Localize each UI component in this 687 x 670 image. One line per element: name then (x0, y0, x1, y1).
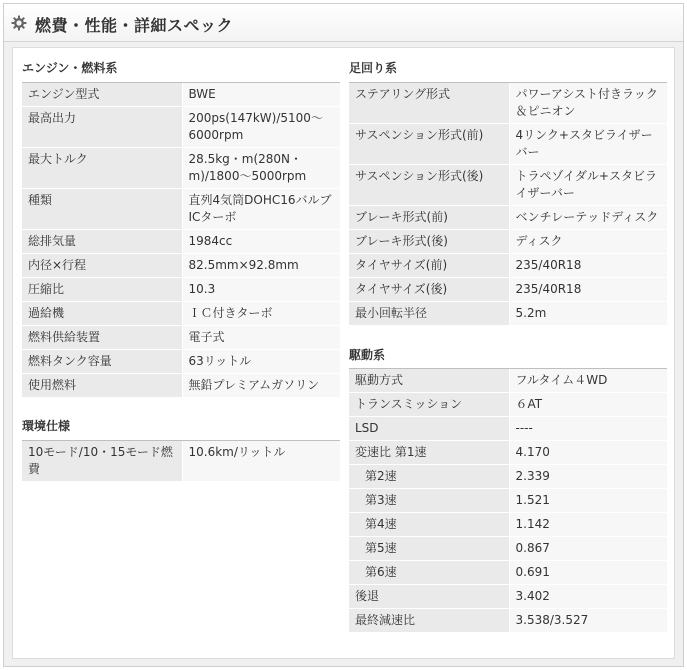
spec-value: ６AT (509, 393, 667, 417)
spec-row (349, 165, 667, 206)
spec-label: ステアリング形式 (349, 83, 509, 124)
spec-label: 第3速 (349, 489, 509, 513)
spec-value: 3.402 (509, 585, 667, 609)
spec-row (349, 83, 667, 124)
spec-frame (3, 3, 684, 667)
suspension-heading: 足回り系 (349, 61, 398, 75)
spec-value: フルタイム４WD (509, 369, 667, 393)
suspension-table (349, 83, 667, 326)
drivetrain-table (349, 369, 667, 633)
spec-value: 3.538/3.527 (509, 609, 667, 633)
spec-row (349, 561, 667, 585)
spec-row (22, 302, 340, 326)
spec-panel (12, 47, 675, 659)
spec-row (22, 148, 340, 189)
spec-value: 10.6km/リットル (182, 441, 340, 482)
spec-label: タイヤサイズ(前) (349, 254, 509, 278)
spec-label: 使用燃料 (22, 374, 182, 398)
spec-value: 10.3 (182, 278, 340, 302)
spec-row (22, 326, 340, 350)
spec-value: ディスク (509, 230, 667, 254)
spec-row (349, 465, 667, 489)
spec-label: 種類 (22, 189, 182, 230)
gear-icon (11, 15, 27, 31)
spec-label: 過給機 (22, 302, 182, 326)
spec-value: ベンチレーテッドディスク (509, 206, 667, 230)
spec-label: 変速比 第1速 (349, 441, 509, 465)
spec-label: 最小回転半径 (349, 302, 509, 326)
spec-row (22, 441, 340, 482)
spec-value: 0.691 (509, 561, 667, 585)
spec-row (349, 278, 667, 302)
spec-label: 第4速 (349, 513, 509, 537)
spec-label: サスペンション形式(前) (349, 124, 509, 165)
spec-value: BWE (182, 83, 340, 107)
spec-value: 200ps(147kW)/5100～6000rpm (182, 107, 340, 148)
spec-label: 第6速 (349, 561, 509, 585)
spec-row (22, 278, 340, 302)
spec-value: パワーアシスト付きラック＆ピニオン (509, 83, 667, 124)
spec-row (349, 124, 667, 165)
spec-label: LSD (349, 417, 509, 441)
spec-value: ---- (509, 417, 667, 441)
spec-row (22, 189, 340, 230)
spec-row (349, 441, 667, 465)
spec-row (349, 513, 667, 537)
spec-label: 第2速 (349, 465, 509, 489)
spec-row (349, 254, 667, 278)
spec-value: ＩＣ付きターボ (182, 302, 340, 326)
spec-label: 後退 (349, 585, 509, 609)
spec-row (22, 350, 340, 374)
spec-row (349, 369, 667, 393)
spec-label: 最大トルク (22, 148, 182, 189)
engine-heading: エンジン・燃料系 (22, 61, 118, 75)
spec-row (349, 393, 667, 417)
spec-label: 燃料供給装置 (22, 326, 182, 350)
spec-value: トラペゾイダル+スタビライザーバー (509, 165, 667, 206)
spec-value: 4.170 (509, 441, 667, 465)
spec-row (349, 489, 667, 513)
spec-value: 電子式 (182, 326, 340, 350)
spec-label: 10モード/10・15モード燃費 (22, 441, 182, 482)
spec-label: サスペンション形式(後) (349, 165, 509, 206)
spec-value: 28.5kg・m(280N・m)/1800～5000rpm (182, 148, 340, 189)
spec-row (22, 83, 340, 107)
spec-label: 内径×行程 (22, 254, 182, 278)
spec-label: トランスミッション (349, 393, 509, 417)
spec-row (349, 206, 667, 230)
spec-row (349, 302, 667, 326)
spec-row (22, 230, 340, 254)
spec-row (349, 537, 667, 561)
spec-value: 5.2m (509, 302, 667, 326)
spec-value: 2.339 (509, 465, 667, 489)
spec-value: 235/40R18 (509, 254, 667, 278)
spec-label: 駆動方式 (349, 369, 509, 393)
spec-row (22, 374, 340, 398)
spec-label: タイヤサイズ(後) (349, 278, 509, 302)
spec-label: ブレーキ形式(後) (349, 230, 509, 254)
spec-value: 無鉛プレミアムガソリン (182, 374, 340, 398)
spec-value: 直列4気筒DOHC16バルブICターボ (182, 189, 340, 230)
spec-row (22, 107, 340, 148)
spec-label: 最高出力 (22, 107, 182, 148)
spec-value: 1.521 (509, 489, 667, 513)
header-bar (4, 4, 683, 42)
spec-value: 63リットル (182, 350, 340, 374)
environment-heading: 環境仕様 (22, 419, 71, 433)
engine-table (22, 83, 340, 398)
spec-row (349, 230, 667, 254)
spec-row (349, 417, 667, 441)
spec-label: 圧縮比 (22, 278, 182, 302)
spec-value: 235/40R18 (509, 278, 667, 302)
spec-label: ブレーキ形式(前) (349, 206, 509, 230)
spec-row (22, 254, 340, 278)
spec-row (349, 585, 667, 609)
spec-value: 1.142 (509, 513, 667, 537)
spec-value: 4リンク+スタビライザーバー (509, 124, 667, 165)
drivetrain-heading: 駆動系 (349, 348, 386, 362)
spec-label: 最終減速比 (349, 609, 509, 633)
spec-value: 1984cc (182, 230, 340, 254)
page-title: 燃費・性能・詳細スペック (35, 16, 234, 35)
environment-table (22, 441, 340, 482)
spec-row (349, 609, 667, 633)
spec-label: 燃料タンク容量 (22, 350, 182, 374)
spec-label: エンジン型式 (22, 83, 182, 107)
spec-label: 総排気量 (22, 230, 182, 254)
spec-value: 82.5mm×92.8mm (182, 254, 340, 278)
spec-value: 0.867 (509, 537, 667, 561)
spec-label: 第5速 (349, 537, 509, 561)
